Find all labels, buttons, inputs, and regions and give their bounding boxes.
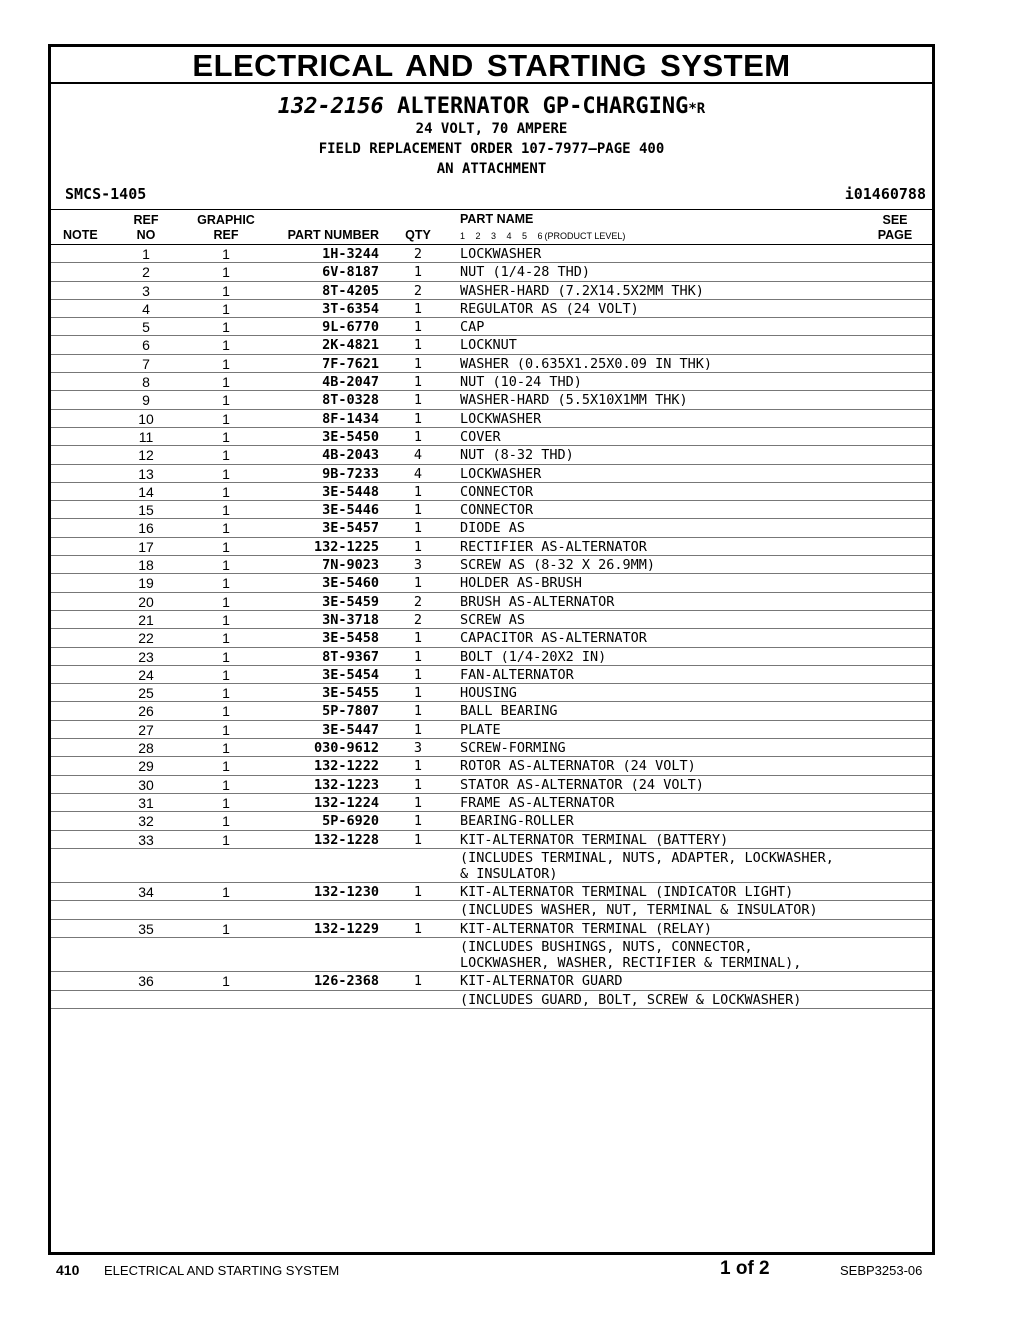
part-name-cell: SCREW AS (8-32 X 26.9MM) [460, 557, 656, 574]
footer-section: ELECTRICAL AND STARTING SYSTEM [104, 1263, 340, 1278]
qty-cell: 1 [413, 392, 423, 409]
part-number-cell: 9B-7233 [322, 465, 379, 482]
qty-cell: 2 [413, 593, 423, 610]
ref-no-cell: 24 [138, 666, 154, 683]
group-spec-line: 24 VOLT, 70 AMPERE [415, 121, 568, 137]
ref-no-cell: 4 [142, 300, 150, 317]
qty-cell: 1 [413, 776, 423, 793]
group-heading [51, 94, 932, 122]
table-row [51, 831, 932, 849]
part-number-cell: 8T-4205 [322, 282, 379, 299]
graphic-ref-cell: 1 [222, 483, 230, 500]
graphic-ref-cell: 1 [222, 593, 230, 610]
part-number-cell: 5P-6920 [322, 813, 379, 830]
table-row [51, 849, 932, 883]
qty-cell: 1 [413, 648, 423, 665]
part-number-cell: 3E-5450 [322, 428, 379, 445]
graphic-ref-cell: 1 [222, 246, 230, 262]
table-row [51, 410, 932, 428]
table-row [51, 263, 932, 281]
ref-no-cell: 3 [142, 282, 150, 299]
part-name-cell: RECTIFIER AS-ALTERNATOR [460, 538, 647, 555]
ref-no-cell: 34 [138, 884, 154, 901]
part-number-cell: 132-1222 [313, 758, 379, 775]
part-number-cell: 7F-7621 [322, 355, 379, 372]
part-number-cell: 030-9612 [313, 740, 379, 757]
table-row [51, 883, 932, 901]
table-row [51, 702, 932, 720]
part-number-cell: 132-1229 [313, 920, 379, 937]
footer-page-number: 410 [56, 1262, 80, 1278]
col-note: NOTE [63, 228, 98, 242]
qty-cell: 3 [413, 557, 423, 574]
ref-no-cell: 12 [138, 447, 154, 464]
ref-no-cell: 35 [138, 920, 154, 937]
part-name-cell: KIT-ALTERNATOR TERMINAL (BATTERY) [460, 831, 729, 848]
ref-no-cell: 18 [138, 557, 154, 574]
page-frame [48, 44, 935, 1255]
illustration-id: i01460788 [844, 185, 926, 203]
graphic-ref-cell: 1 [222, 557, 230, 574]
qty-cell: 3 [413, 740, 423, 757]
part-number-cell: 132-1225 [313, 538, 379, 555]
part-name-cell: FAN-ALTERNATOR [460, 666, 574, 683]
col-product-levels [460, 231, 625, 241]
part-name-cell: CONNECTOR [460, 483, 534, 500]
header-rule-top [51, 209, 932, 210]
part-number-cell: 3E-5459 [322, 593, 379, 610]
part-name-cell: DIODE AS [460, 520, 526, 537]
product-level-label: (PRODUCT LEVEL) [544, 231, 626, 241]
col-ref-bottom: NO [136, 228, 156, 242]
part-name-cell: NUT (10-24 THD) [460, 374, 582, 391]
qty-cell: 1 [413, 813, 423, 830]
ref-no-cell: 21 [138, 611, 154, 628]
qty-cell: 1 [413, 538, 423, 555]
part-name-cell: WASHER (0.635X1.25X0.09 IN THK) [460, 355, 712, 372]
qty-cell: 1 [413, 575, 423, 592]
part-name-cell: LOCKNUT [460, 337, 517, 354]
footer-document-number: SEBP3253-06 [840, 1263, 923, 1278]
group-attachment-line: AN ATTACHMENT [436, 161, 547, 177]
part-name-cell: LOCKWASHER [460, 465, 542, 482]
ref-no-cell: 1 [142, 246, 150, 262]
qty-cell: 1 [413, 337, 423, 354]
ref-no-cell: 33 [138, 831, 154, 848]
part-name-cell: FRAME AS-ALTERNATOR [460, 794, 615, 811]
part-number-cell: 5P-7807 [322, 703, 379, 720]
table-row [51, 629, 932, 647]
part-number-cell: 4B-2043 [322, 447, 379, 464]
table-row [51, 282, 932, 300]
part-name-cell: CAPACITOR AS-ALTERNATOR [460, 630, 647, 647]
part-name-cell: HOUSING [460, 685, 517, 702]
graphic-ref-cell: 1 [222, 264, 230, 281]
table-row [51, 245, 932, 263]
table-row [51, 776, 932, 794]
part-number-cell: 132-1224 [313, 794, 379, 811]
ref-no-cell: 29 [138, 758, 154, 775]
col-see-top: SEE [882, 213, 908, 227]
table-row [51, 991, 932, 1009]
qty-cell: 1 [413, 630, 423, 647]
table-row [51, 611, 932, 629]
part-number-cell: 2K-4821 [322, 337, 379, 354]
table-row [51, 300, 932, 318]
part-number-cell: 3E-5458 [322, 630, 379, 647]
qty-cell: 2 [413, 611, 423, 628]
part-number-cell: 8T-0328 [322, 392, 379, 409]
qty-cell: 1 [413, 884, 423, 901]
part-number-cell: 3E-5447 [322, 721, 379, 738]
ref-no-cell: 5 [142, 319, 150, 336]
qty-cell: 1 [413, 374, 423, 391]
table-row [51, 373, 932, 391]
graphic-ref-cell: 1 [222, 465, 230, 482]
qty-cell: 1 [413, 703, 423, 720]
graphic-ref-cell: 1 [222, 300, 230, 317]
qty-cell: 1 [413, 831, 423, 848]
col-part-number: PART NUMBER [287, 228, 379, 242]
table-row [51, 318, 932, 336]
part-name-cell: BALL BEARING [460, 703, 558, 720]
ref-no-cell: 26 [138, 703, 154, 720]
graphic-ref-cell: 1 [222, 611, 230, 628]
table-row [51, 920, 932, 938]
part-name-cell: (INCLUDES WASHER, NUT, TERMINAL & INSULATOR) [460, 902, 818, 919]
table-row [51, 519, 932, 537]
ref-no-cell: 20 [138, 593, 154, 610]
graphic-ref-cell: 1 [222, 447, 230, 464]
part-name-cell: LOCKWASHER [460, 246, 542, 262]
part-number-cell: 3E-5454 [322, 666, 379, 683]
qty-cell: 1 [413, 502, 423, 519]
part-name-cell: CONNECTOR [460, 502, 534, 519]
group-name: ALTERNATOR GP-CHARGING [396, 94, 689, 119]
table-row [51, 391, 932, 409]
part-name-cell: (INCLUDES BUSHINGS, NUTS, CONNECTOR, LOCKWASHER, WASHER, RECTIFIER & TERMINAL), [460, 938, 802, 971]
col-qty: QTY [405, 228, 431, 242]
table-row [51, 538, 932, 556]
ref-no-cell: 19 [138, 575, 154, 592]
ref-no-cell: 22 [138, 630, 154, 647]
qty-cell: 2 [413, 282, 423, 299]
page-footer [0, 1258, 1020, 1284]
group-number: 132-2156 [277, 94, 384, 119]
part-name-cell: BEARING-ROLLER [460, 813, 574, 830]
graphic-ref-cell: 1 [222, 703, 230, 720]
ref-no-cell: 14 [138, 483, 154, 500]
col-graphic-bottom: REF [213, 228, 239, 242]
graphic-ref-cell: 1 [222, 575, 230, 592]
ref-no-cell: 8 [142, 374, 150, 391]
graphic-ref-cell: 1 [222, 355, 230, 372]
table-row [51, 938, 932, 972]
graphic-ref-cell: 1 [222, 831, 230, 848]
graphic-ref-cell: 1 [222, 794, 230, 811]
part-name-cell: SCREW AS [460, 611, 526, 628]
table-row [51, 483, 932, 501]
graphic-ref-cell: 1 [222, 428, 230, 445]
part-name-cell: NUT (1/4-28 THD) [460, 264, 591, 281]
ref-no-cell: 15 [138, 502, 154, 519]
part-number-cell: 3E-5460 [322, 575, 379, 592]
part-name-cell: KIT-ALTERNATOR TERMINAL (RELAY) [460, 920, 712, 937]
table-row [51, 556, 932, 574]
part-name-cell: (INCLUDES GUARD, BOLT, SCREW & LOCKWASHER) [460, 991, 802, 1008]
part-name-cell: ROTOR AS-ALTERNATOR (24 VOLT) [460, 758, 696, 775]
part-number-cell: 8T-9367 [322, 648, 379, 665]
part-name-cell: COVER [460, 428, 501, 445]
part-name-cell: (INCLUDES TERMINAL, NUTS, ADAPTER, LOCKWASHER, & INSULATOR) [460, 849, 834, 882]
parts-table-body [51, 245, 932, 1009]
graphic-ref-cell: 1 [222, 374, 230, 391]
ref-no-cell: 13 [138, 465, 154, 482]
page-title: ELECTRICAL AND STARTING SYSTEM [51, 47, 932, 84]
part-number-cell: 3E-5457 [322, 520, 379, 537]
ref-no-cell: 7 [142, 355, 150, 372]
table-row [51, 794, 932, 812]
graphic-ref-cell: 1 [222, 648, 230, 665]
graphic-ref-cell: 1 [222, 410, 230, 427]
ref-no-cell: 6 [142, 337, 150, 354]
graphic-ref-cell: 1 [222, 721, 230, 738]
part-number-cell: 132-1230 [313, 884, 379, 901]
part-name-cell: CAP [460, 319, 485, 336]
graphic-ref-cell: 1 [222, 666, 230, 683]
table-row [51, 648, 932, 666]
group-field-order-line: FIELD REPLACEMENT ORDER 107-7977—PAGE 400 [318, 141, 665, 157]
table-row [51, 757, 932, 775]
qty-cell: 1 [413, 973, 423, 990]
part-name-cell: PLATE [460, 721, 501, 738]
part-name-cell: HOLDER AS-BRUSH [460, 575, 582, 592]
col-see-bottom: PAGE [877, 228, 913, 242]
graphic-ref-cell: 1 [222, 884, 230, 901]
qty-cell: 1 [413, 300, 423, 317]
part-number-cell: 3T-6354 [322, 300, 379, 317]
ref-no-cell: 17 [138, 538, 154, 555]
part-name-cell: WASHER-HARD (5.5X10X1MM THK) [460, 392, 688, 409]
graphic-ref-cell: 1 [222, 758, 230, 775]
graphic-ref-cell: 1 [222, 502, 230, 519]
ref-no-cell: 23 [138, 648, 154, 665]
graphic-ref-cell: 1 [222, 538, 230, 555]
part-number-cell: 3E-5448 [322, 483, 379, 500]
qty-cell: 1 [413, 685, 423, 702]
footer-sheet: 1 of 2 [720, 1258, 770, 1279]
qty-cell: 1 [413, 264, 423, 281]
part-name-cell: SCREW-FORMING [460, 740, 566, 757]
col-graphic-top: GRAPHIC [197, 213, 255, 227]
part-name-cell: BRUSH AS-ALTERNATOR [460, 593, 615, 610]
part-number-cell: 3E-5446 [322, 502, 379, 519]
table-row [51, 446, 932, 464]
part-number-cell: 8F-1434 [322, 410, 379, 427]
part-name-cell: STATOR AS-ALTERNATOR (24 VOLT) [460, 776, 704, 793]
qty-cell: 4 [413, 447, 423, 464]
ref-no-cell: 30 [138, 776, 154, 793]
part-number-cell: 132-1223 [313, 776, 379, 793]
part-name-cell: REGULATOR AS (24 VOLT) [460, 300, 639, 317]
table-row [51, 721, 932, 739]
graphic-ref-cell: 1 [222, 520, 230, 537]
graphic-ref-cell: 1 [222, 319, 230, 336]
part-number-cell: 7N-9023 [322, 557, 379, 574]
table-row [51, 739, 932, 757]
smcs-code: SMCS-1405 [65, 185, 147, 203]
table-row [51, 465, 932, 483]
table-row [51, 684, 932, 702]
part-name-cell: NUT (8-32 THD) [460, 447, 574, 464]
graphic-ref-cell: 1 [222, 813, 230, 830]
qty-cell: 1 [413, 520, 423, 537]
graphic-ref-cell: 1 [222, 630, 230, 647]
table-row [51, 812, 932, 830]
qty-cell: 1 [413, 428, 423, 445]
qty-cell: 1 [413, 483, 423, 500]
ref-no-cell: 31 [138, 794, 154, 811]
col-ref-top: REF [133, 213, 159, 227]
qty-cell: 1 [413, 319, 423, 336]
graphic-ref-cell: 1 [222, 685, 230, 702]
qty-cell: 2 [413, 246, 423, 262]
table-row [51, 666, 932, 684]
table-row [51, 901, 932, 919]
qty-cell: 1 [413, 410, 423, 427]
qty-cell: 1 [413, 920, 423, 937]
ref-no-cell: 2 [142, 264, 150, 281]
product-level-numbers: 1 2 3 4 5 6 [460, 231, 543, 241]
part-number-cell: 132-1228 [313, 831, 379, 848]
graphic-ref-cell: 1 [222, 282, 230, 299]
part-number-cell: 3E-5455 [322, 685, 379, 702]
ref-no-cell: 27 [138, 721, 154, 738]
table-row [51, 972, 932, 990]
ref-no-cell: 32 [138, 813, 154, 830]
ref-no-cell: 16 [138, 520, 154, 537]
qty-cell: 1 [413, 721, 423, 738]
graphic-ref-cell: 1 [222, 920, 230, 937]
part-number-cell: 1H-3244 [322, 246, 379, 262]
col-part-name: PART NAME [460, 212, 534, 226]
ref-no-cell: 11 [138, 428, 154, 445]
part-name-cell: LOCKWASHER [460, 410, 542, 427]
graphic-ref-cell: 1 [222, 776, 230, 793]
ref-no-cell: 25 [138, 685, 154, 702]
graphic-ref-cell: 1 [222, 337, 230, 354]
part-number-cell: 4B-2047 [322, 374, 379, 391]
qty-cell: 1 [413, 355, 423, 372]
part-name-cell: KIT-ALTERNATOR TERMINAL (INDICATOR LIGHT) [460, 884, 794, 901]
table-row [51, 428, 932, 446]
part-name-cell: BOLT (1/4-20X2 IN) [460, 648, 607, 665]
part-name-cell: WASHER-HARD (7.2X14.5X2MM THK) [460, 282, 704, 299]
table-row [51, 501, 932, 519]
qty-cell: 1 [413, 794, 423, 811]
qty-cell: 1 [413, 758, 423, 775]
ref-no-cell: 36 [138, 973, 154, 990]
part-number-cell: 3N-3718 [322, 611, 379, 628]
graphic-ref-cell: 1 [222, 973, 230, 990]
ref-no-cell: 10 [138, 410, 154, 427]
qty-cell: 1 [413, 666, 423, 683]
part-number-cell: 126-2368 [313, 973, 379, 990]
part-name-cell: KIT-ALTERNATOR GUARD [460, 973, 623, 990]
qty-cell: 4 [413, 465, 423, 482]
table-row [51, 574, 932, 592]
table-row [51, 593, 932, 611]
table-row [51, 336, 932, 354]
part-number-cell: 6V-8187 [322, 264, 379, 281]
part-number-cell: 9L-6770 [322, 319, 379, 336]
table-row [51, 355, 932, 373]
graphic-ref-cell: 1 [222, 392, 230, 409]
ref-no-cell: 9 [142, 392, 150, 409]
ref-no-cell: 28 [138, 740, 154, 757]
group-symbol: *R [688, 101, 706, 117]
graphic-ref-cell: 1 [222, 740, 230, 757]
